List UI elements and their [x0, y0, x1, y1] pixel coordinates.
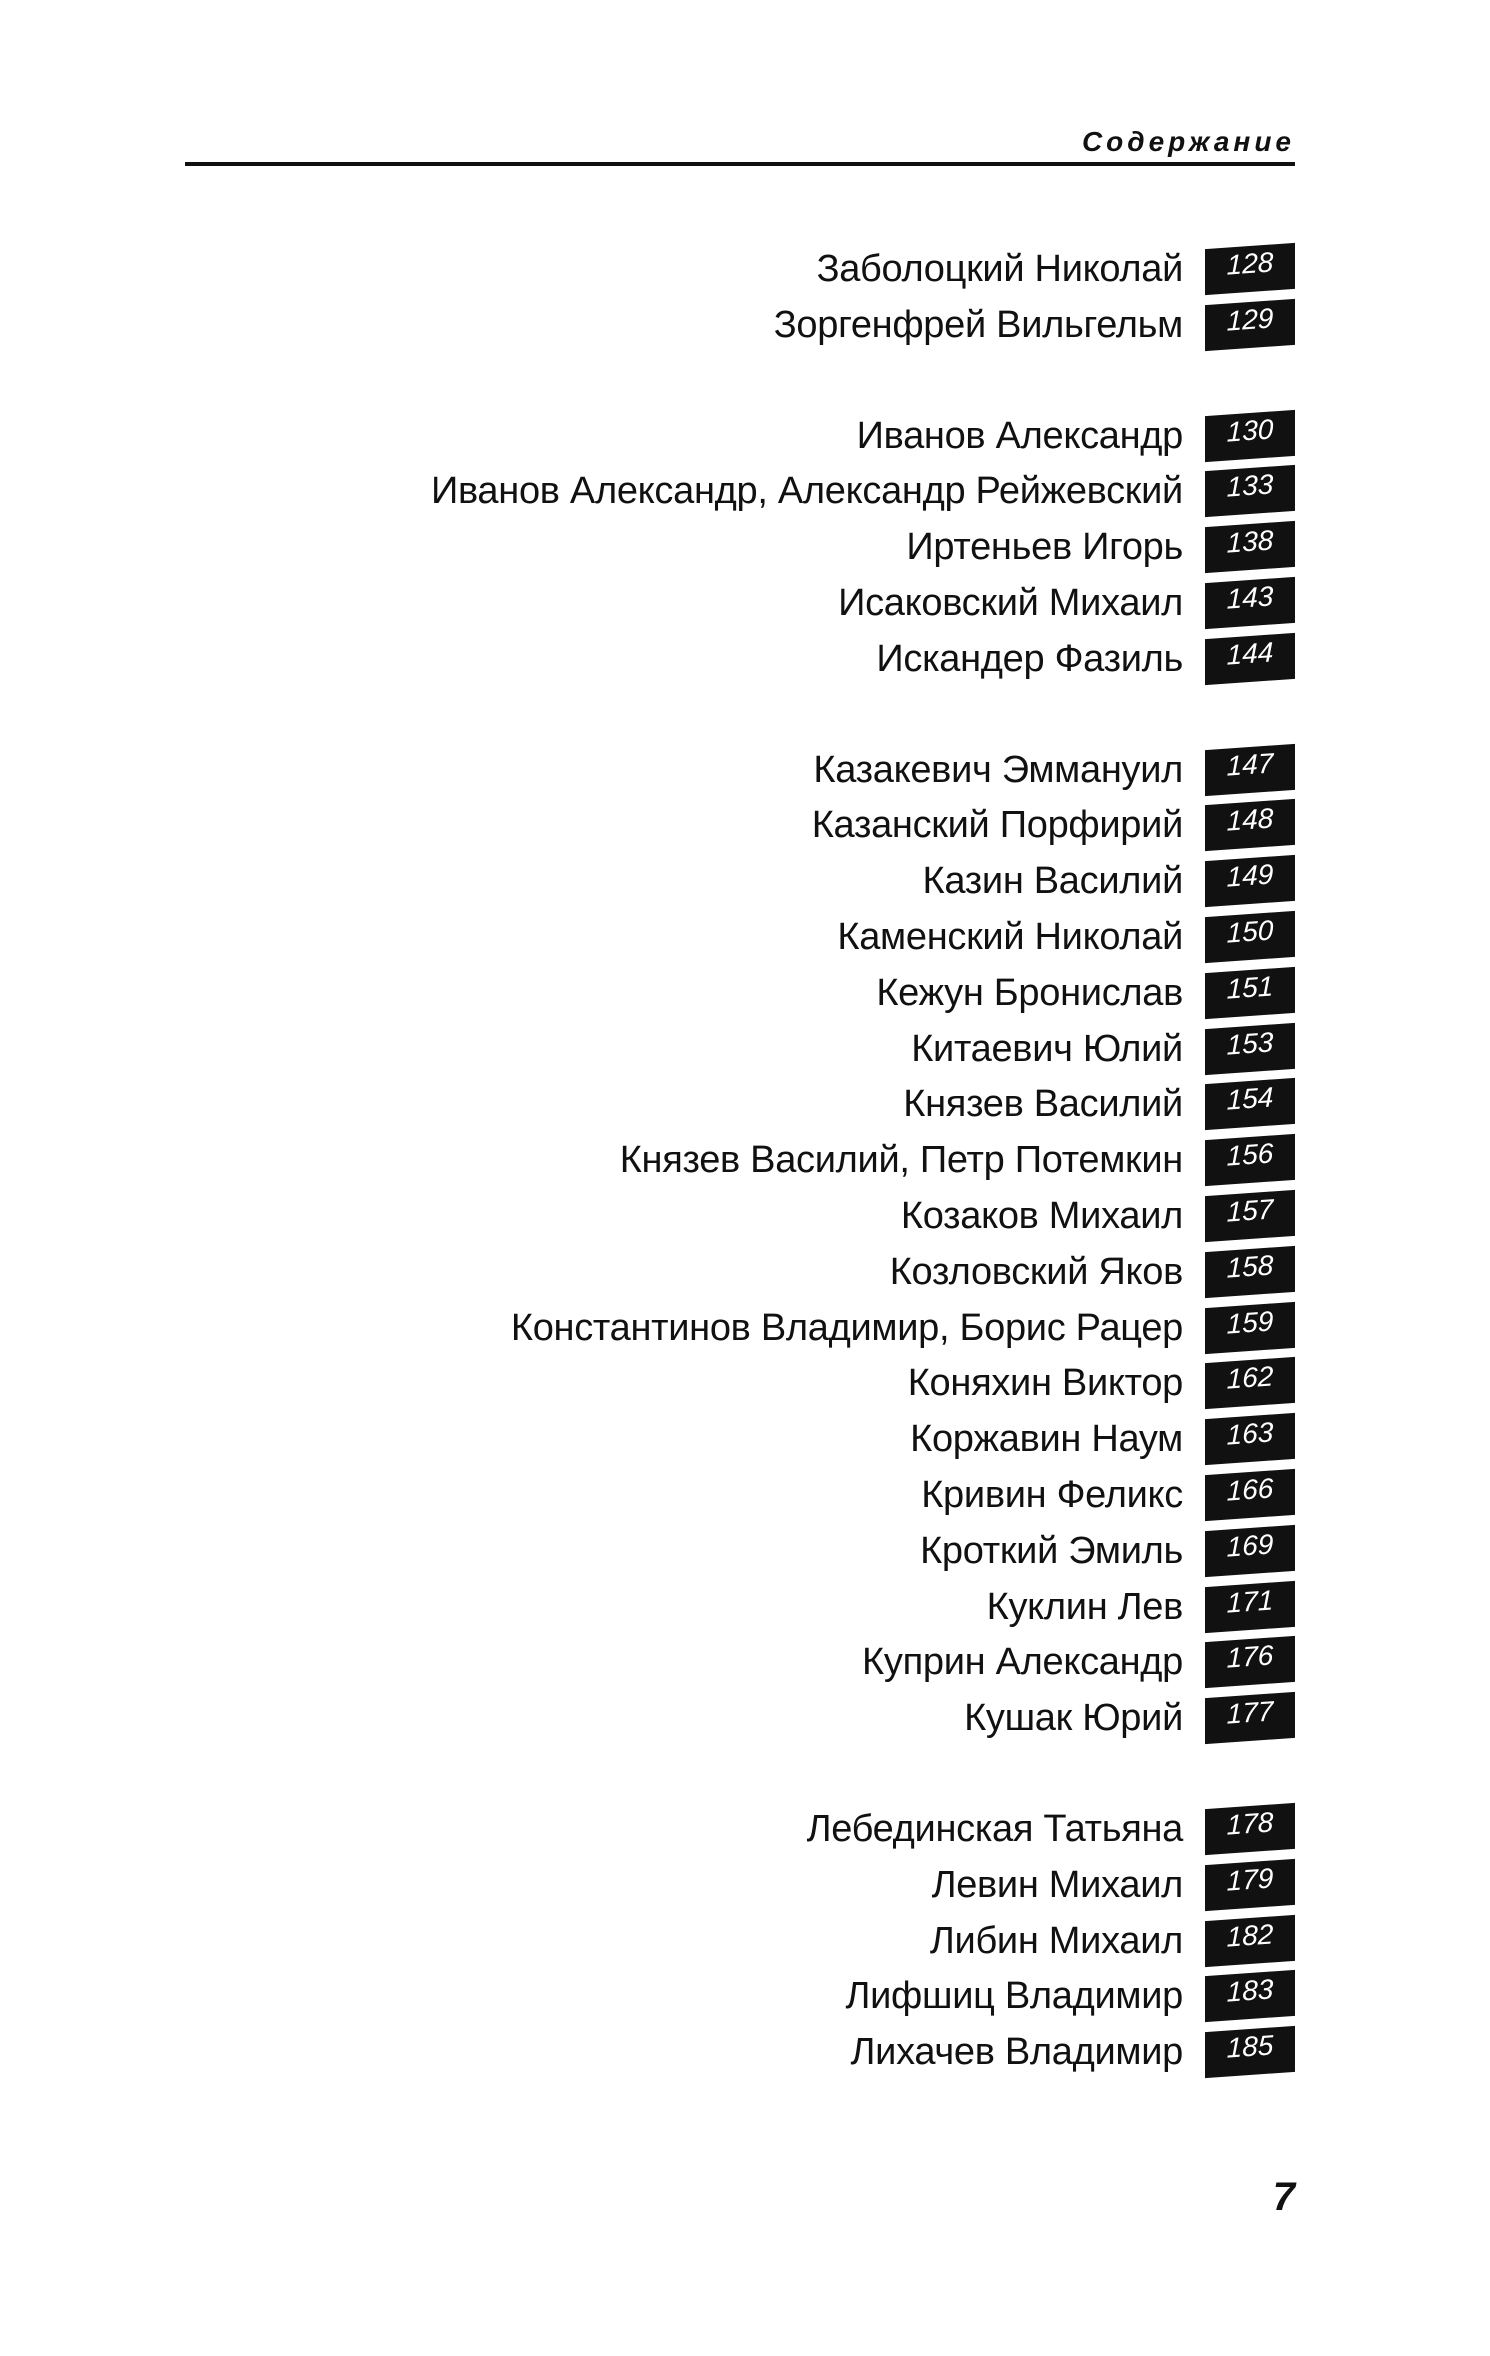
author-name: Искандер Фазиль: [876, 637, 1183, 680]
author-name: Кежун Бронислав: [876, 971, 1183, 1014]
page-number-badge: 129: [1205, 299, 1295, 351]
toc-entry[interactable]: [890, 1247, 1295, 1297]
author-name: Лифшиц Владимир: [845, 1974, 1183, 2017]
page-number-badge: 178: [1205, 1803, 1295, 1855]
toc-entry[interactable]: [930, 1916, 1295, 1966]
author-name: Константинов Владимир, Борис Рацер: [510, 1306, 1183, 1349]
page-number-badge: 148: [1205, 799, 1295, 851]
author-name: Коняхин Виктор: [907, 1361, 1183, 1404]
page-number-badge: 150: [1205, 911, 1295, 963]
author-name: Кривин Феликс: [921, 1473, 1183, 1516]
author-name: Иванов Александр: [856, 414, 1183, 457]
page-number-badge: 128: [1205, 243, 1295, 295]
page-number-badge: 149: [1205, 855, 1295, 907]
toc-entry[interactable]: [620, 1135, 1295, 1185]
author-name: Каменский Николай: [837, 915, 1183, 958]
author-name: Князев Василий: [903, 1082, 1183, 1125]
header-title: Содержание: [1081, 126, 1295, 157]
page-number-badge: 185: [1205, 2026, 1295, 2078]
page-number-badge: 183: [1205, 1970, 1295, 2022]
page-number-badge: 153: [1205, 1023, 1295, 1075]
author-name: Левин Михаил: [931, 1863, 1183, 1906]
author-name: Казакевич Эммануил: [813, 748, 1183, 791]
page-number-badge: 159: [1205, 1302, 1295, 1354]
author-name: Лебединская Татьяна: [806, 1807, 1183, 1850]
toc-entry[interactable]: [911, 1024, 1295, 1074]
page-number-badge: 157: [1205, 1190, 1295, 1242]
page-number-badge: 177: [1205, 1692, 1295, 1744]
toc-entry[interactable]: [964, 1693, 1295, 1743]
page-number: 7: [1272, 2175, 1295, 2219]
author-name: Иртеньев Игорь: [906, 525, 1183, 568]
page-number-badge: 143: [1205, 577, 1295, 629]
toc-entry[interactable]: [812, 800, 1295, 850]
running-header: [185, 120, 1295, 166]
author-name: Козловский Яков: [889, 1250, 1183, 1293]
page-number-badge: 156: [1205, 1134, 1295, 1186]
page-number-badge: 151: [1205, 967, 1295, 1019]
toc-entry[interactable]: [862, 1637, 1295, 1687]
author-name: Иванов Александр, Александр Рейжевский: [430, 469, 1183, 512]
page-number-badge: 133: [1205, 465, 1295, 517]
toc-entry[interactable]: [511, 1303, 1295, 1353]
author-name: Казин Василий: [922, 859, 1183, 902]
toc-entry[interactable]: [906, 522, 1295, 572]
toc-entry[interactable]: [857, 411, 1295, 461]
page-number-badge: 147: [1205, 744, 1295, 796]
toc-entry[interactable]: [987, 1582, 1295, 1632]
page-number-badge: 138: [1205, 521, 1295, 573]
author-name: Кушак Юрий: [964, 1696, 1183, 1739]
toc-entry[interactable]: [920, 1526, 1295, 1576]
page-number-badge: 163: [1205, 1413, 1295, 1465]
toc-entry[interactable]: [876, 634, 1295, 684]
toc-entry[interactable]: [910, 1414, 1295, 1464]
toc-entry[interactable]: [876, 968, 1295, 1018]
author-name: Зоргенфрей Вильгельм: [773, 303, 1183, 346]
author-name: Коржавин Наум: [910, 1417, 1183, 1460]
page-number-badge: 144: [1205, 633, 1295, 685]
author-name: Либин Михаил: [929, 1919, 1183, 1962]
page-number-badge: 171: [1205, 1581, 1295, 1633]
toc-entry[interactable]: [807, 1804, 1295, 1854]
author-name: Китаевич Юлий: [911, 1027, 1183, 1070]
toc-entry[interactable]: [923, 856, 1295, 906]
page-number-badge: 162: [1205, 1357, 1295, 1409]
author-name: Козаков Михаил: [900, 1194, 1183, 1237]
toc-entry[interactable]: [431, 466, 1295, 516]
toc-entry[interactable]: [817, 244, 1295, 294]
page-number-badge: 179: [1205, 1859, 1295, 1911]
page-number-badge: 182: [1205, 1915, 1295, 1967]
page-number-badge: 176: [1205, 1636, 1295, 1688]
page-number-badge: 158: [1205, 1246, 1295, 1298]
page-number-badge: 169: [1205, 1525, 1295, 1577]
toc-entry[interactable]: [932, 1860, 1295, 1910]
toc-entry[interactable]: [838, 578, 1295, 628]
page-number-badge: 154: [1205, 1078, 1295, 1130]
author-name: Куприн Александр: [862, 1640, 1183, 1683]
toc-entry[interactable]: [837, 912, 1295, 962]
page-number-badge: 130: [1205, 410, 1295, 462]
author-name: Исаковский Михаил: [838, 581, 1183, 624]
toc-entry[interactable]: [903, 1079, 1295, 1129]
author-name: Казанский Порфирий: [811, 803, 1183, 846]
toc-entry[interactable]: [921, 1470, 1295, 1520]
author-name: Лихачев Владимир: [850, 2030, 1183, 2073]
toc-entry[interactable]: [813, 745, 1295, 795]
author-name: Заболоцкий Николай: [816, 247, 1183, 290]
author-name: Куклин Лев: [986, 1585, 1183, 1628]
toc-entry[interactable]: [901, 1191, 1295, 1241]
author-name: Кроткий Эмиль: [920, 1529, 1183, 1572]
toc-entry[interactable]: [851, 2027, 1295, 2077]
toc-entry[interactable]: [908, 1358, 1295, 1408]
page-number-badge: 166: [1205, 1469, 1295, 1521]
toc-entry[interactable]: [845, 1971, 1295, 2021]
toc-entry[interactable]: [774, 300, 1295, 350]
author-name: Князев Василий, Петр Потемкин: [619, 1138, 1183, 1181]
